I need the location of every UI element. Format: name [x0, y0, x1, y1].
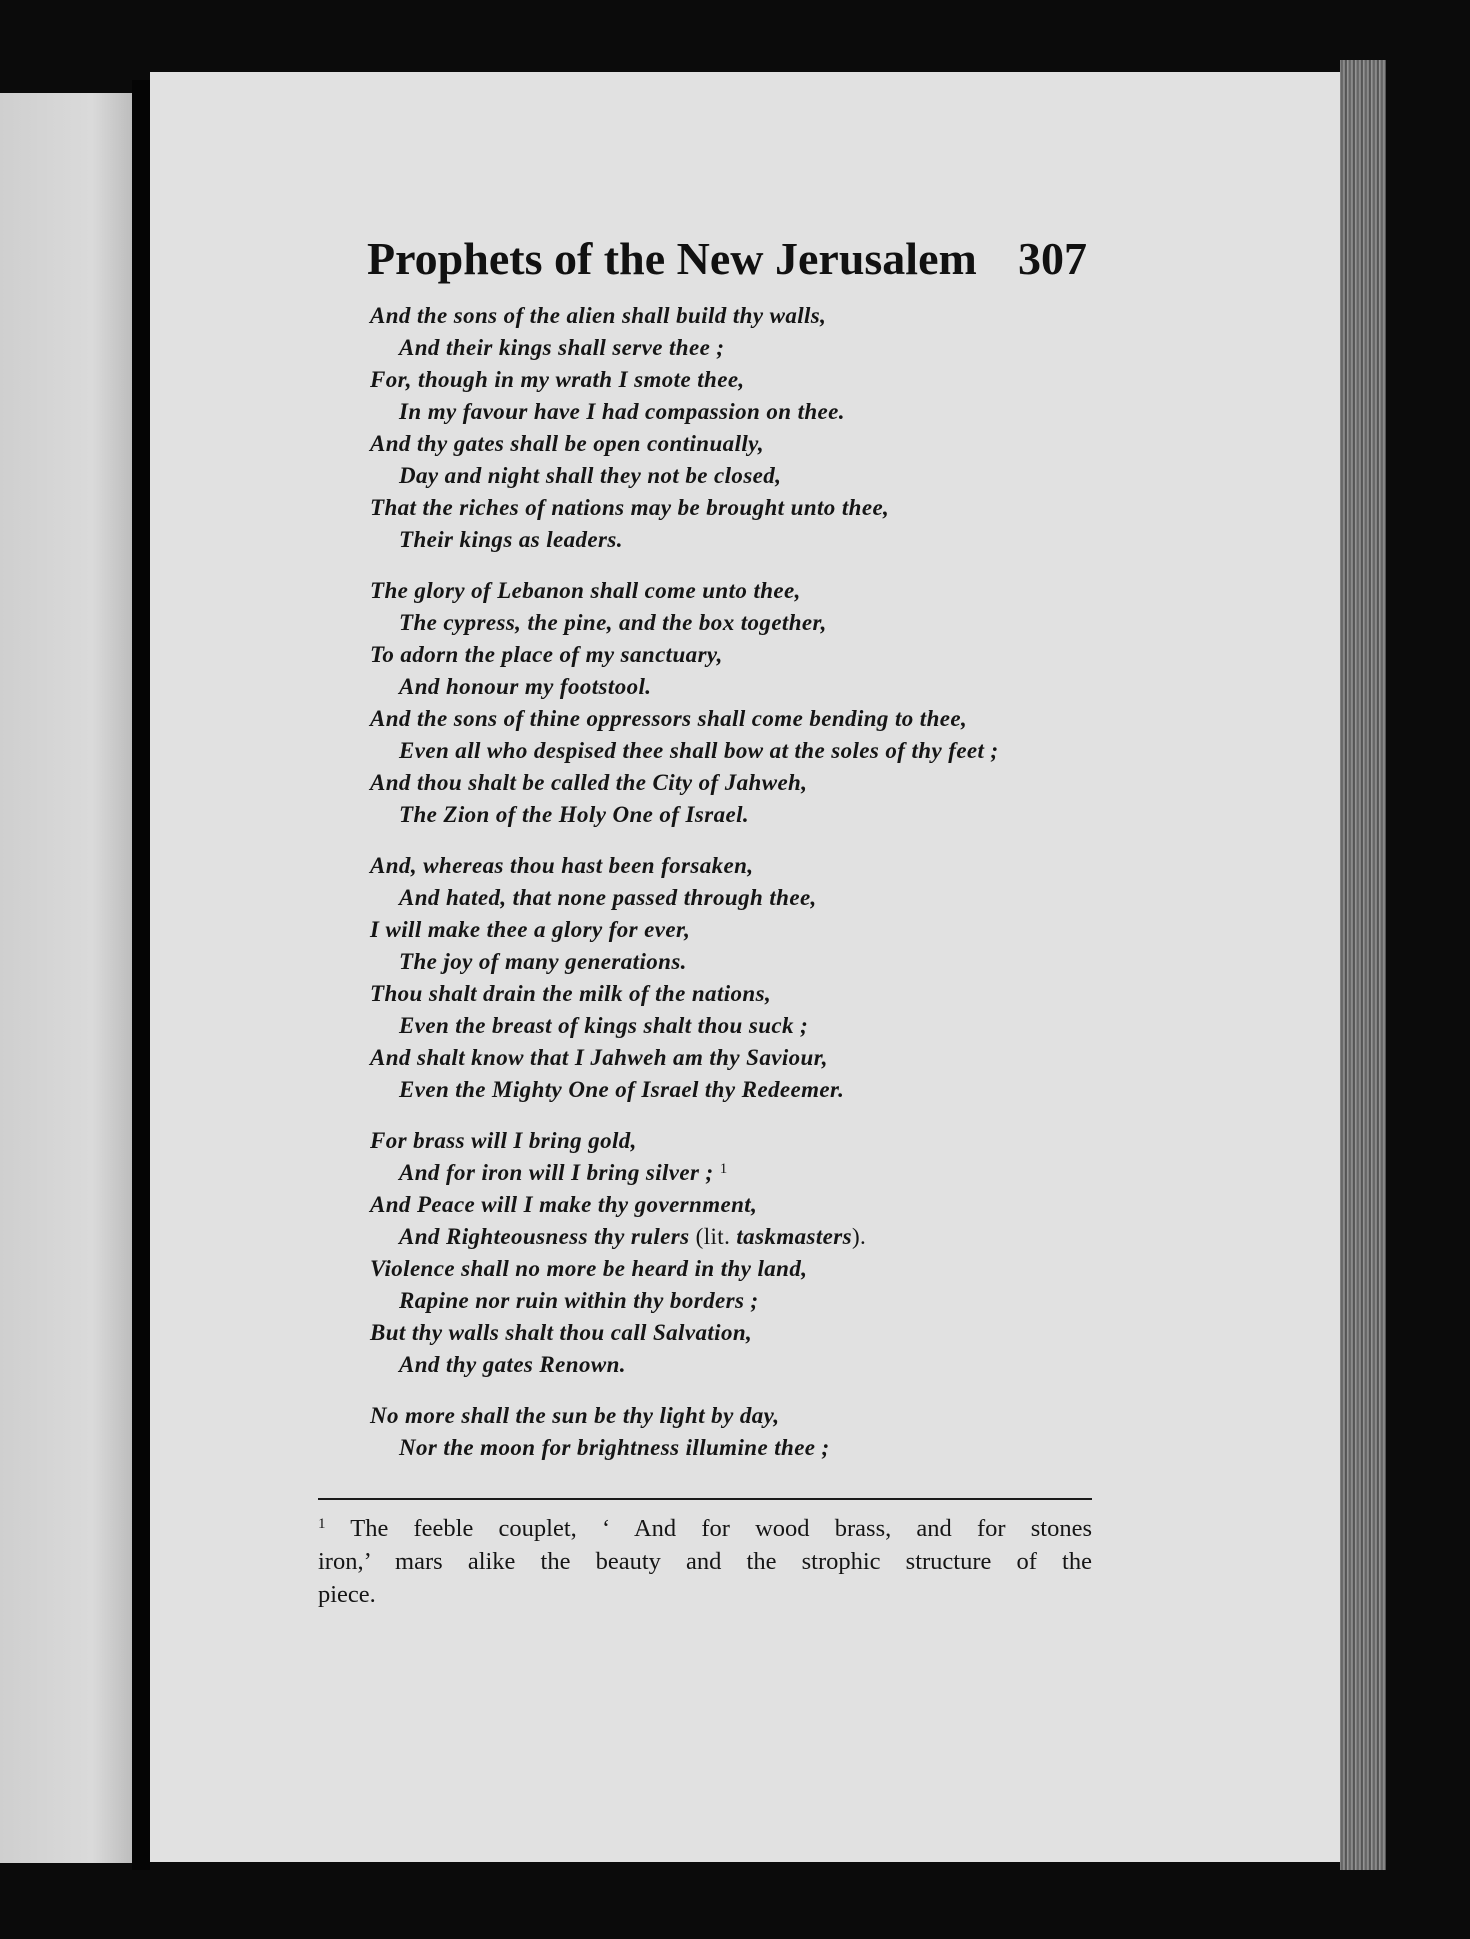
- verse-line-text: And the sons of the alien shall build thy walls,: [370, 303, 827, 328]
- verse-line-text: To adorn the place of my sanctuary,: [370, 642, 723, 667]
- verse-line-text: And thy gates shall be open continually,: [370, 431, 765, 456]
- footnote-line: [318, 1512, 1092, 1545]
- facing-page-edge: [0, 93, 132, 1863]
- verse-line-text: Thou shalt drain the milk of the nations,: [370, 981, 772, 1006]
- verse-line: [370, 364, 1090, 396]
- verse-line-text: Day and night shall they not be closed,: [399, 463, 782, 488]
- footnote-text: iron,’ mars alike the beauty and the strophic structure of the: [318, 1548, 1092, 1575]
- stanza: [370, 300, 1090, 556]
- verse-line: [370, 1253, 1090, 1285]
- verse-gloss-end: ).: [851, 1224, 867, 1249]
- verse-line-text: And for iron will I bring silver ;: [399, 1160, 714, 1185]
- verse-line: [370, 703, 1090, 735]
- verse-line: [370, 575, 1090, 607]
- verse-line: [370, 1317, 1090, 1349]
- verse-line: [370, 1157, 1090, 1189]
- verse-line: [370, 1400, 1090, 1432]
- verse-line: [370, 1074, 1090, 1106]
- verse-line-text: And, whereas thou hast been forsaken,: [370, 853, 754, 878]
- verse-line: [370, 978, 1090, 1010]
- verse-line: [370, 1349, 1090, 1381]
- verse-line: [370, 767, 1090, 799]
- stanza: [370, 1400, 1090, 1464]
- footnote-reference: 1: [719, 1161, 728, 1177]
- stanza: [370, 850, 1090, 1106]
- footnote: [318, 1512, 1092, 1611]
- verse-line-text: That the riches of nations may be brought unto thee,: [370, 495, 890, 520]
- verse-line-text: And honour my footstool.: [399, 674, 652, 699]
- verse-line: [370, 1042, 1090, 1074]
- verse-line-text: And shalt know that I Jahweh am thy Saviour,: [370, 1045, 828, 1070]
- verse-line: [370, 671, 1090, 703]
- verse-line: [370, 882, 1090, 914]
- verse-line: [370, 396, 1090, 428]
- verse-line-text: And Righteousness thy rulers: [399, 1224, 690, 1249]
- verse-line: [370, 1125, 1090, 1157]
- verse-line-text: The joy of many generations.: [399, 949, 687, 974]
- footnote-line: [318, 1545, 1092, 1578]
- footnote-marker: 1: [318, 1516, 326, 1532]
- verse-line: [370, 799, 1090, 831]
- verse-line-text: Nor the moon for brightness illumine thee ;: [399, 1435, 830, 1460]
- verse-text: [370, 300, 1090, 1464]
- verse-line: [370, 460, 1090, 492]
- verse-line: [370, 492, 1090, 524]
- verse-line: [370, 639, 1090, 671]
- verse-line-text: No more shall the sun be thy light by day,: [370, 1403, 780, 1428]
- verse-line-text: And thou shalt be called the City of Jahweh,: [370, 770, 808, 795]
- verse-line-text: And Peace will I make thy government,: [370, 1192, 758, 1217]
- page-block-edge: [1340, 60, 1386, 1870]
- verse-line: [370, 946, 1090, 978]
- footnote-text: The feeble couplet, ‘ And for wood brass, and for stones: [350, 1515, 1092, 1542]
- verse-line: [370, 1285, 1090, 1317]
- verse-line-text: The glory of Lebanon shall come unto thee,: [370, 578, 801, 603]
- verse-line: [370, 332, 1090, 364]
- verse-line-text: But thy walls shalt thou call Salvation,: [370, 1320, 753, 1345]
- verse-line: [370, 607, 1090, 639]
- verse-line-text: And hated, that none passed through thee,: [399, 885, 817, 910]
- verse-gloss-term: taskmasters: [736, 1224, 852, 1249]
- verse-line: [370, 300, 1090, 332]
- verse-line-text: Even all who despised thee shall bow at the soles of thy feet ;: [399, 738, 999, 763]
- footnote-line: [318, 1578, 1092, 1611]
- running-head-title: Prophets of the New Jerusalem: [367, 233, 977, 284]
- footnote-text: piece.: [318, 1581, 376, 1608]
- verse-line: [370, 524, 1090, 556]
- verse-line-text: For brass will I bring gold,: [370, 1128, 637, 1153]
- verse-line-text: And thy gates Renown.: [399, 1352, 626, 1377]
- verse-line-text: The cypress, the pine, and the box together,: [399, 610, 827, 635]
- verse-line-text: Even the Mighty One of Israel thy Redeemer.: [399, 1077, 845, 1102]
- verse-line-text: And their kings shall serve thee ;: [399, 335, 725, 360]
- page-number: 307: [1018, 233, 1087, 284]
- verse-line: [370, 1221, 1090, 1253]
- book-gutter: [132, 80, 150, 1870]
- verse-gloss: (lit.: [695, 1224, 737, 1249]
- verse-line-text: The Zion of the Holy One of Israel.: [399, 802, 750, 827]
- verse-line: [370, 850, 1090, 882]
- stanza: [370, 575, 1090, 831]
- verse-line-text: Their kings as leaders.: [399, 527, 623, 552]
- verse-line: [370, 1189, 1090, 1221]
- footnote-rule: [318, 1498, 1092, 1500]
- verse-line-text: I will make thee a glory for ever,: [370, 917, 691, 942]
- verse-line-text: Even the breast of kings shalt thou suck ;: [399, 1013, 809, 1038]
- verse-line: [370, 428, 1090, 460]
- verse-line-text: Violence shall no more be heard in thy land,: [370, 1256, 808, 1281]
- verse-line-text: And the sons of thine oppressors shall come bending to thee,: [370, 706, 968, 731]
- stanza: [370, 1125, 1090, 1381]
- running-head: [367, 224, 1087, 294]
- verse-line: [370, 1432, 1090, 1464]
- verse-line: [370, 914, 1090, 946]
- verse-line-text: In my favour have I had compassion on thee.: [399, 399, 845, 424]
- verse-line: [370, 1010, 1090, 1042]
- verse-line: [370, 735, 1090, 767]
- verse-line-text: Rapine nor ruin within thy borders ;: [399, 1288, 759, 1313]
- verse-line-text: For, though in my wrath I smote thee,: [370, 367, 745, 392]
